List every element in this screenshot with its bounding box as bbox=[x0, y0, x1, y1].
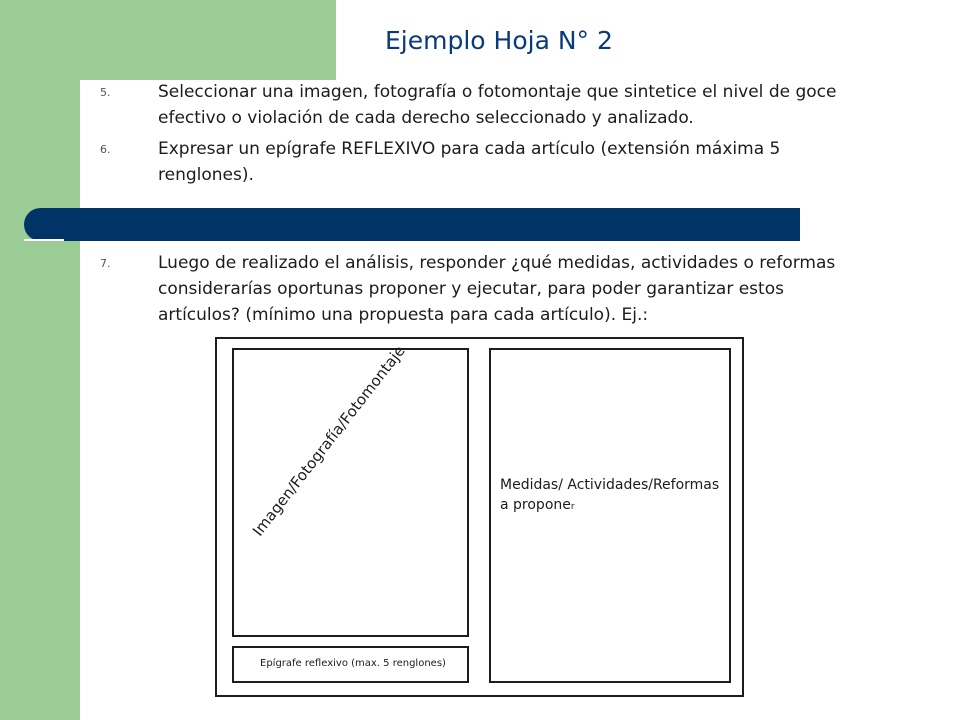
item-number: 7. bbox=[100, 257, 111, 270]
image-placeholder-label: Imagen/Fotografía/Fotomontaje bbox=[248, 342, 409, 540]
measures-label-text: Medidas/ Actividades/Reformas a propone bbox=[500, 477, 720, 513]
green-top-band bbox=[80, 0, 336, 80]
list-item bbox=[100, 136, 840, 188]
instructions-list-top bbox=[100, 79, 840, 188]
example-sheet bbox=[215, 337, 744, 697]
list-item bbox=[100, 250, 840, 328]
item-text: Expresar un epígrafe REFLEXIVO para cada artículo (extensión máxima 5 renglones). bbox=[158, 139, 781, 185]
item-text: Seleccionar una imagen, fotografía o fotomontaje que sintetice el nivel de goce efectivo o violación de cada derecho seleccionado y analizado. bbox=[158, 82, 837, 128]
divider-bar bbox=[24, 208, 800, 241]
green-side-band bbox=[0, 0, 80, 720]
item-number: 5. bbox=[100, 86, 111, 99]
slide-title: Ejemplo Hoja N° 2 bbox=[385, 26, 613, 55]
item-text: Luego de realizado el análisis, responder ¿qué medidas, actividades o reformas considerarías oportunas proponer y ejecutar, para poder garantizar estos artículos? (mínimo una propuesta para cada artículo). Ej.: bbox=[158, 253, 836, 325]
measures-label-subscript: r bbox=[570, 502, 575, 512]
list-item bbox=[100, 79, 840, 131]
measures-box bbox=[489, 348, 731, 683]
measures-label bbox=[500, 475, 725, 517]
image-placeholder-box bbox=[232, 342, 469, 637]
caption-box bbox=[232, 646, 469, 683]
instructions-list-bottom bbox=[100, 250, 840, 328]
caption-label: Epígrafe reflexivo (max. 5 renglones) bbox=[260, 658, 446, 669]
item-number: 6. bbox=[100, 143, 111, 156]
